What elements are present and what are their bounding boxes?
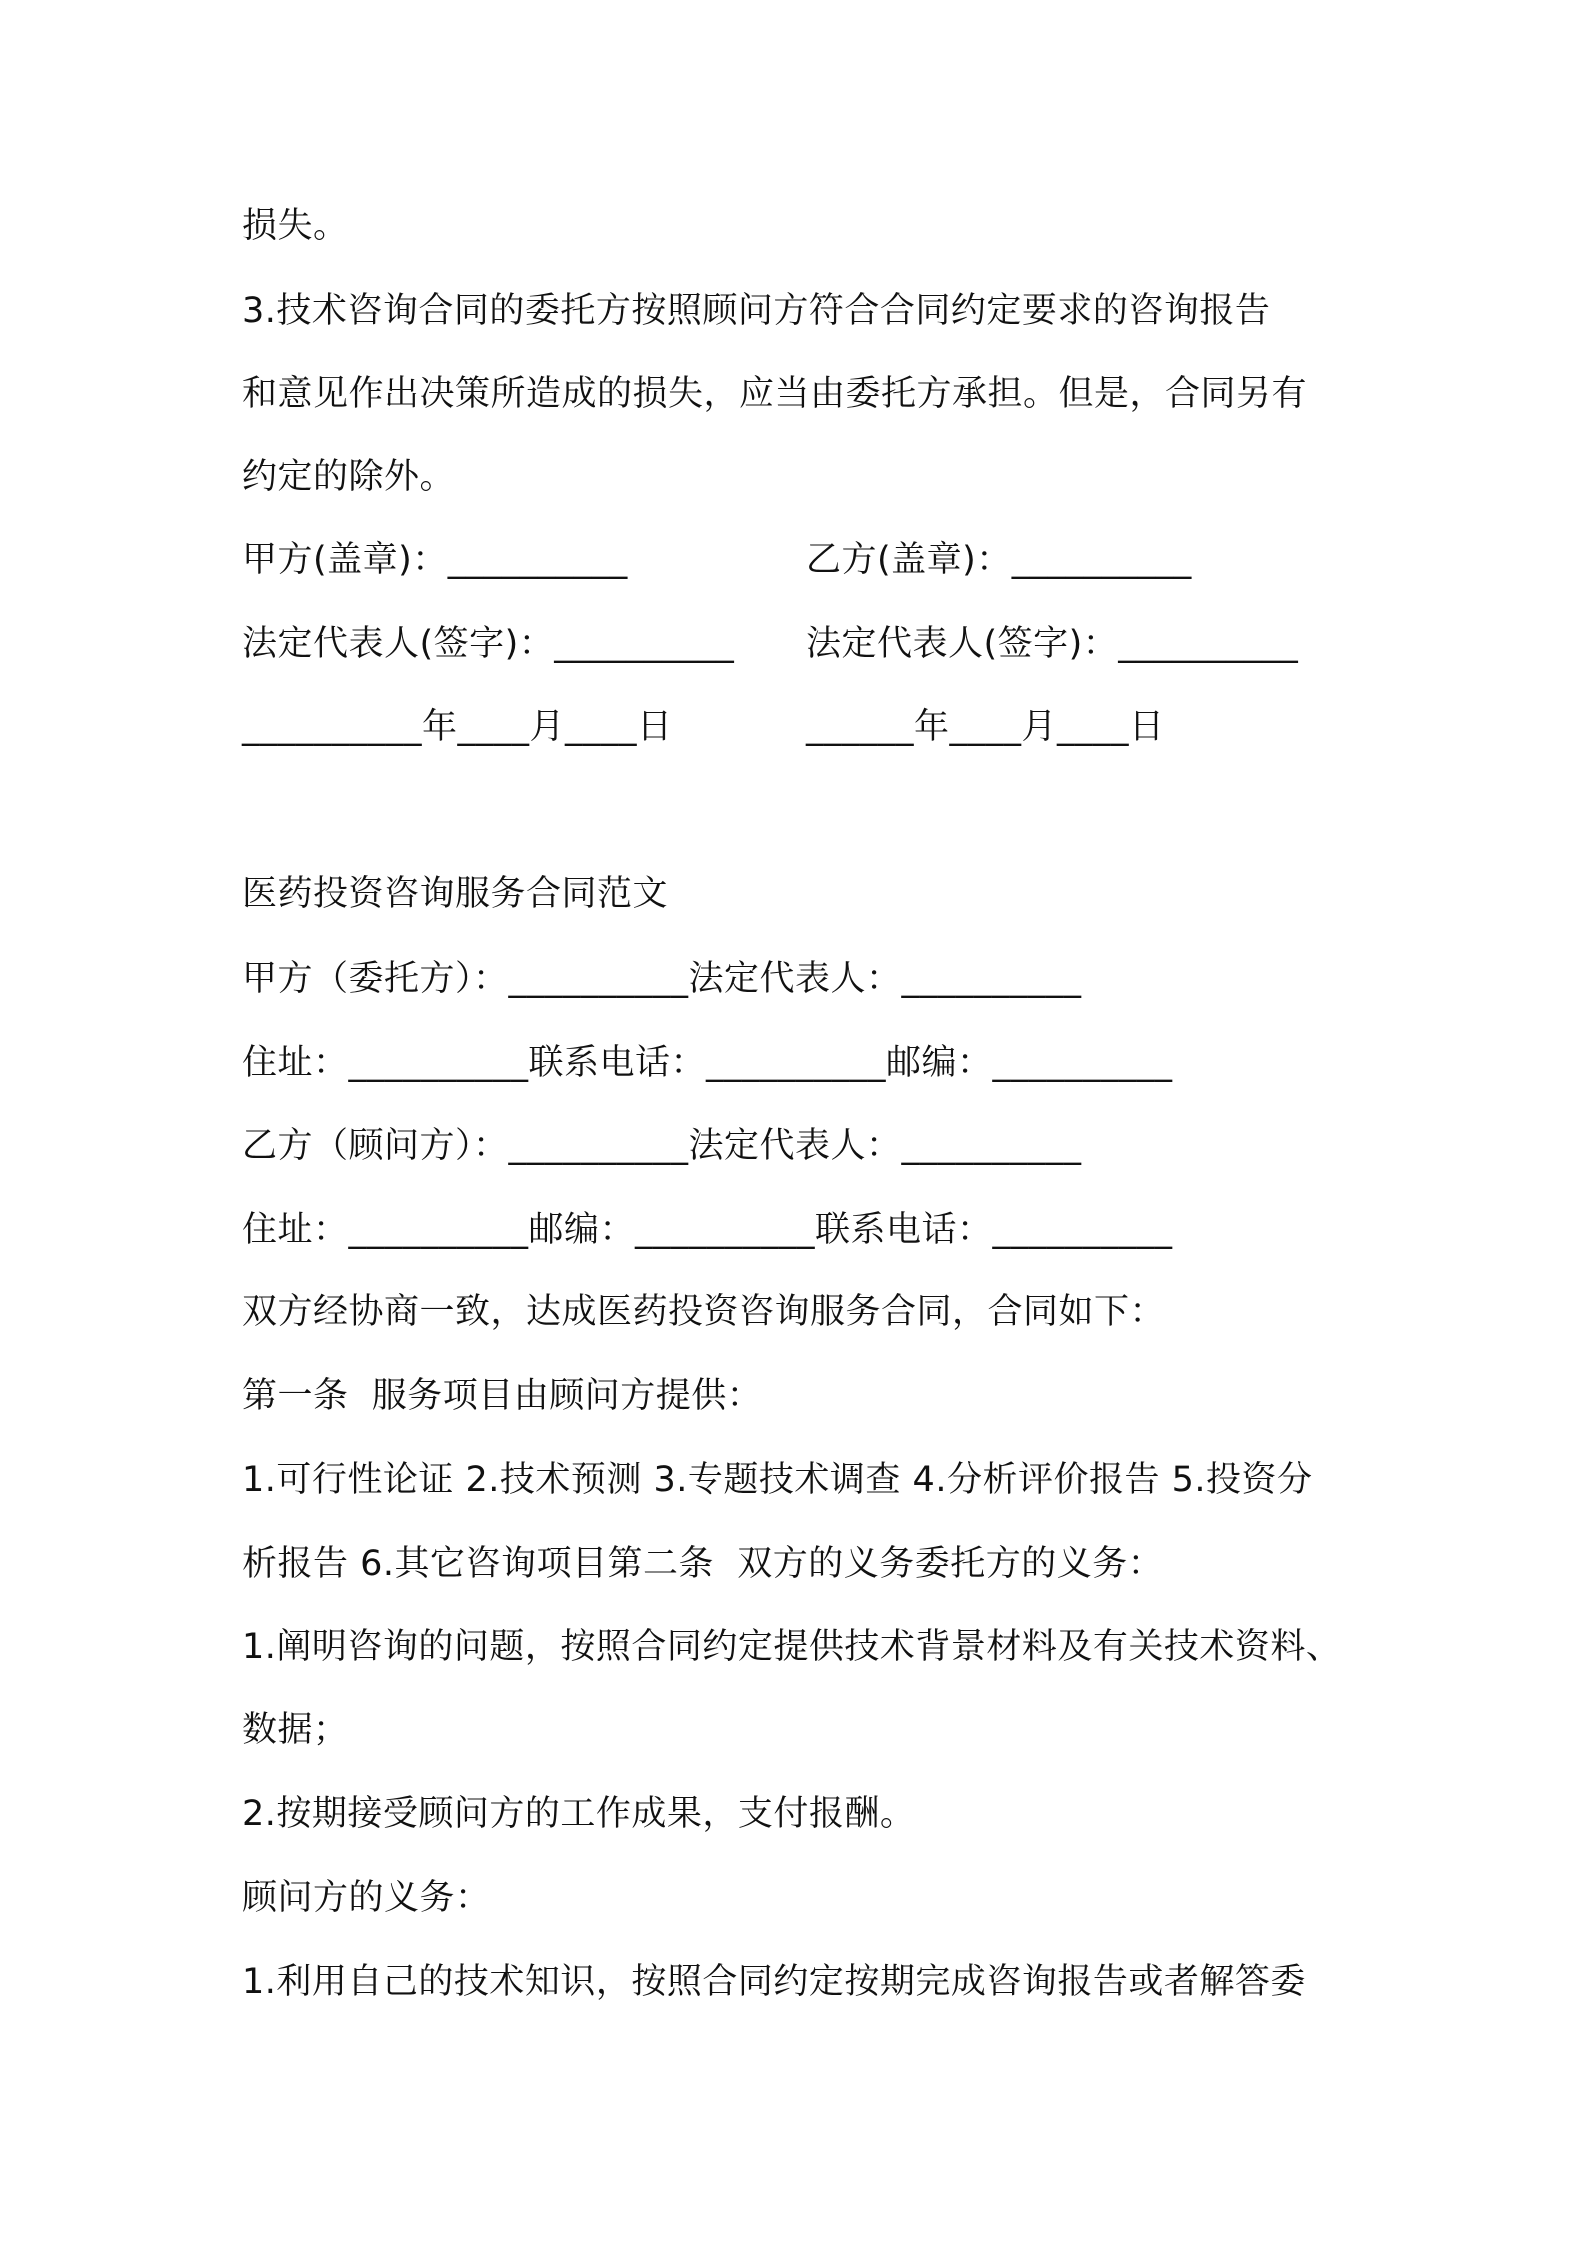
party-b-seal-line: 乙方(盖章)：__________ <box>806 540 1192 580</box>
paragraph-line: 析报告 6.其它咨询项目第二条 双方的义务委托方的义务： <box>242 1544 1164 1584</box>
party-b-date-line: ______年____月____日 <box>806 707 1165 747</box>
paragraph-line: 1.可行性论证 2.技术预测 3.专题技术调查 4.分析评价报告 5.投资分 <box>242 1460 1313 1500</box>
party-a-info-line: 甲方（委托方）：__________法定代表人：__________ <box>242 959 1082 999</box>
party-a-date-line: __________年____月____日 <box>242 707 673 747</box>
party-a-address-line: 住址：__________联系电话：__________邮编：__________ <box>242 1043 1173 1083</box>
section-heading: 顾问方的义务： <box>242 1878 491 1918</box>
paragraph-line: 3.技术咨询合同的委托方按照顾问方符合合同约定要求的咨询报告 <box>242 291 1271 331</box>
party-a-representative-line: 法定代表人(签字)：__________ <box>242 624 735 664</box>
party-b-address-line: 住址：__________邮编：__________联系电话：__________ <box>242 1210 1173 1250</box>
paragraph-line: 数据； <box>242 1710 349 1750</box>
paragraph-line: 双方经协商一致，达成医药投资咨询服务合同，合同如下： <box>242 1292 1166 1332</box>
contract-title: 医药投资咨询服务合同范文 <box>242 874 669 914</box>
party-a-seal-line: 甲方(盖章)：__________ <box>242 540 628 580</box>
paragraph-line: 约定的除外。 <box>242 457 456 497</box>
article-heading: 第一条 服务项目由顾问方提供： <box>242 1376 763 1416</box>
party-b-representative-line: 法定代表人(签字)：__________ <box>806 624 1299 664</box>
paragraph-line: 1.利用自己的技术知识，按照合同约定按期完成咨询报告或者解答委 <box>242 1962 1306 2002</box>
paragraph-line: 和意见作出决策所造成的损失，应当由委托方承担。但是，合同另有 <box>242 374 1308 414</box>
paragraph-line: 2.按期接受顾问方的工作成果，支付报酬。 <box>242 1794 916 1834</box>
party-b-info-line: 乙方（顾问方）：__________法定代表人：__________ <box>242 1126 1082 1166</box>
paragraph-line: 1.阐明咨询的问题，按照合同约定提供技术背景材料及有关技术资料、 <box>242 1627 1342 1667</box>
paragraph-line: 损失。 <box>242 206 349 246</box>
